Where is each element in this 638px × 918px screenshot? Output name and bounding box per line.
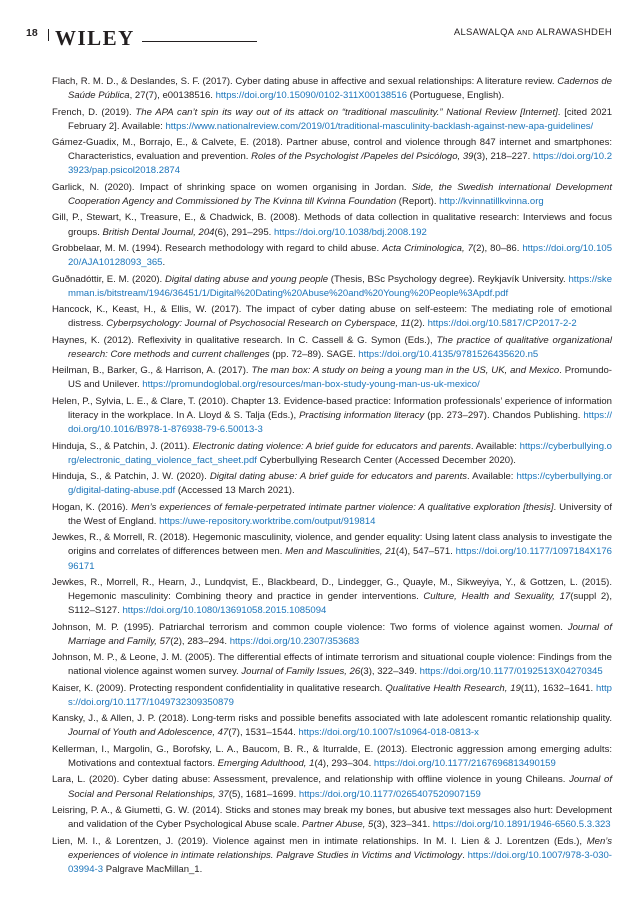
reference-suffix: Cyberbullying Research Center (Accessed December 2020). [256,454,516,466]
reference-text: Hancock, K., Keast, H., & Ellis, W. (2017). The impact of cyber dating abuse on self-esteem: The mediating role of emotional distress. [52,304,612,330]
reference-entry [52,303,612,331]
reference-text: Leisring, P. A., & Giumetti, G. W. (2014). Sticks and stones may break my bones, but abusive text messages also hurt: Development and validation of the Cyber Psychological Abuse scale. [52,805,612,831]
reference-details: (Thesis, BSc Psychology degree). Reykjavík University. [328,273,569,285]
reference-text: Hinduja, S., & Patchin, J. W. (2020). [52,471,210,483]
running-head-and: AND [516,28,534,37]
reference-link[interactable]: https://doi.org/10.2307/353683 [229,635,360,647]
reference-entry [52,440,612,468]
reference-link[interactable]: https://www.nationalreview.com/2019/01/traditional-masculinity-backlash-against-new-apa-guidelines/ [165,120,594,132]
reference-details: . University of the West of England. [68,501,613,527]
reference-link[interactable]: https://doi.org/10.1016/B978-1-876938-79-6.50013-3 [68,409,612,436]
reference-entry [52,136,612,178]
reference-details: (4), 547–571. [395,546,456,558]
reference-text: Jewkes, R., Morrell, R., Hearn, J., Lundqvist, E., Blackbeard, D., Lindegger, G., Quayle, M., Sikweyiya, Y., & Gottzen, L. (2015). Hegemonic masculinity: Combining theory and practice in gender interventions. [52,576,612,603]
reference-link[interactable]: https://promundoglobal.org/resources/man-box-study-young-man-us-uk-mexico/ [142,379,480,391]
reference-source-title: Journal of Youth and Adolescence, 47 [68,727,229,739]
reference-link[interactable]: https://doi.org/10.1038/bdj.2008.192 [273,226,427,238]
reference-link[interactable]: https://doi.org/10.1080/13691058.2015.1085094 [122,605,327,617]
reference-text: Kellerman, I., Margolin, G., Borofsky, L. A., Baucom, B. R., & Iturralde, E. (2013). Electronic aggression among emerging adults: Motivations and contextual factors. [52,743,612,770]
reference-entry [52,804,612,832]
reference-link[interactable]: http://kvinnatillkvinna.org [439,196,544,207]
reference-text: Guðnadóttir, E. M. (2020). [52,273,165,285]
running-head-author-1: ALSAWALQA [453,27,514,38]
reference-source-title: Cyberpsychology: Journal of Psychosocial Research on Cyberspace, 11 [106,318,411,330]
reference-entry [52,743,612,771]
reference-details: . [462,849,468,861]
reference-entry [52,470,612,498]
reference-details: (pp. 273–297). Chandos Publishing. [424,409,584,421]
reference-link[interactable]: https://doi.org/10.1177/2167696813490159 [373,758,556,770]
reference-link[interactable]: https://doi.org/10.1007/978-3-030-03994-3 [68,849,612,875]
reference-text: Grobbelaar, M. M. (1994). Research methodology with regard to child abuse. [52,242,383,254]
reference-entry [52,682,612,710]
page-number: 18 [26,27,38,39]
reference-text: Kansky, J., & Allen, J. P. (2018). Long-term risks and possible benefits associated with late adolescent romantic relationship quality. [52,713,612,725]
reference-text: Lara, L. (2020). Cyber dating abuse: Assessment, prevalence, and relationship with offline violence in young Chileans. [52,774,570,786]
reference-text: Helen, P., Sylvia, L. E., & Clare, T. (2010). Chapter 13. Evidence-based practice: Information professionals’ experience of information literacy in the workplace. In A. Lloyd & S. Talja (Eds.), [52,395,612,421]
reference-details: (7), 1531–1544. [228,727,299,739]
reference-details: (2). [410,318,428,330]
reference-entry [52,75,612,103]
reference-link[interactable]: https://doi.org/10.1177/0192513X04270345 [419,666,603,678]
reference-details: (3), 322–349. [360,666,420,678]
reference-source-title: Men’s experiences of female-perpetrated intimate partner violence: A qualitative exploration [thesis] [131,501,554,513]
reference-entry [52,395,612,437]
reference-text: Jewkes, R., & Morrell, R. (2018). Hegemonic masculinity, violence, and gender equality: Using latent class analysis to investigate the origins and correlates of differences between men. [52,532,612,558]
reference-source-title: Side, the Swedish international Development Cooperation Agency and Commissioned by The Kvinna till Kvinna Foundation [68,181,612,207]
reference-entry [52,835,612,877]
reference-details: , 27(7), e00138516. [129,90,216,102]
reference-source-title: Digital dating abuse: A brief guide for educators and parents [209,471,467,483]
reference-link[interactable]: https://doi.org/10.1177/0265407520907159 [298,788,481,800]
reference-suffix: Palgrave MacMillan_1. [103,863,203,875]
reference-details: (pp. 72–89). SAGE. [269,348,359,360]
reference-source-title: Roles of the Psychologist /Papeles del Psicólogo, 39 [251,151,474,163]
reference-source-title: Journal of Social and Personal Relationships, 37 [68,774,612,800]
reference-entry [52,531,612,573]
reference-source-title: The practice of qualitative organizational research: Core methods and current challenges [68,334,612,360]
reference-source-title: Men and Masculinities, 21 [285,546,396,558]
reference-suffix: (Accessed 13 March 2021). [175,485,295,497]
reference-link[interactable]: https://doi.org/10.1177/1097184X17696171 [68,546,612,572]
reference-link[interactable]: https://skemman.is/bitstream/1946/36451/1/Digital%20Dating%20Abuse%20and%20Young%20People%3Apdf.pdf [68,273,613,299]
reference-link[interactable]: https://doi.org/10.5817/CP2017-2-2 [427,318,577,330]
reference-text: Heilman, B., Barker, G., & Harrison, A. (2017). [52,365,252,377]
reference-source-title: Electronic dating violence: A brief guide for educators and parents [192,440,471,452]
reference-entry [52,651,612,679]
reference-entry [52,211,612,239]
reference-link[interactable]: https://cyberbullying.org/electronic_dating_violence_fact_sheet.pdf [68,440,612,466]
reference-entry [52,576,612,618]
reference-link[interactable]: https://cyberbullying.org/digital-dating-abuse.pdf [68,471,612,497]
header-rule [142,41,257,42]
reference-source-title: Cadernos de Saúde Pública [68,76,612,102]
wiley-logo: WILEY [55,26,135,50]
reference-source-title: Digital dating abuse and young people [164,273,329,285]
reference-source-title: Culture, Health and Sexuality, 17 [423,591,571,603]
header-divider [48,29,49,41]
reference-text: Hinduja, S., & Patchin, J. (2011). [52,440,193,452]
reference-link[interactable]: https://doi.org/10.23923/pap.psicol2018.2874 [68,151,613,177]
running-head-authors [454,27,612,38]
reference-details: (4), 293–304. [314,758,374,770]
reference-link[interactable]: https://doi.org/10.15090/0102-311X00138516 [215,90,408,102]
reference-text: Garlick, N. (2020). Impact of shrinking space on women organising in Jordan. [52,181,412,193]
reference-entry [52,181,612,209]
reference-link[interactable]: https://doi.org/10.1891/1946-6560.5.3.323 [432,819,611,831]
reference-text: Kaiser, K. (2009). Protecting respondent confidentiality in qualitative research. [52,682,386,694]
reference-text: Lien, M. I., & Lorentzen, J. (2019). Violence against men in intimate relationships. In M. I. Lien & J. Lorentzen (Eds.), [52,835,587,847]
reference-details: (suppl 2), S112–S127. [68,591,613,617]
reference-details: (5), 1681–1699. [228,788,299,800]
reference-source-title: Partner Abuse, 5 [302,819,374,831]
reference-link[interactable]: https://doi.org/10.10520/AJA10128093_365 [68,242,613,269]
reference-text: Flach, R. M. D., & Deslandes, S. F. (2017). Cyber dating abuse in affective and sexual relationships: A literature review. [52,76,558,87]
reference-details: . Promundo-US and Unilever. [68,365,612,391]
reference-details: . [cited 2021 February 2]. Available: [68,106,613,132]
reference-text: Haynes, K. (2012). Reflexivity in qualitative research. In C. Cassell & G. Symon (Eds.), [52,334,437,346]
reference-source-title: British Dental Journal, 204 [102,226,215,238]
reference-list [52,75,612,879]
reference-details: (3), 323–341. [373,819,433,831]
reference-details: (2), 80–86. [472,242,523,254]
reference-text: Johnson, M. P. (1995). Patriarchal terrorism and common couple violence: Two forms of violence against women. [52,621,568,633]
reference-text: French, D. (2019). [52,106,136,118]
reference-source-title: Journal of Marriage and Family, 57 [68,621,612,647]
reference-entry [52,501,612,529]
reference-details: (3), 218–227. [473,151,533,163]
reference-source-title: Qualitative Health Research, 19 [385,682,521,694]
reference-source-title: Men’s experiences of violence in intimate relationships. Palgrave Studies in Victims and Victimology [68,835,612,861]
reference-suffix: (Portuguese, English). [407,90,505,102]
running-head-author-2: ALRAWASHDEH [536,27,612,38]
reference-text: Gámez-Guadix, M., Borrajo, E., & Calvete, E. (2018). Partner abuse, control and violence through 847 internet and smartphones: Characteristics, evaluation and prevention. [52,137,612,163]
reference-suffix: . [162,257,166,269]
reference-source-title: The man box: A study on being a young man in the US, UK, and Mexico [251,365,560,377]
reference-entry [52,364,612,392]
reference-details: . Available: [470,440,520,452]
reference-link[interactable]: https://doi.org/10.4135/9781526435620.n5 [358,348,539,360]
reference-link[interactable]: https://doi.org/10.1007/s10964-018-0813-x [298,727,479,739]
reference-entry [52,773,612,801]
reference-link[interactable]: https://uwe-repository.worktribe.com/output/919814 [159,515,376,527]
reference-entry [52,621,612,649]
reference-text: Gill, P., Stewart, K., Treasure, E., & Chadwick, B. (2008). Methods of data collection in qualitative research: Interviews and focus groups. [52,212,612,238]
reference-details: (6), 291–295. [214,226,274,238]
reference-details: . Available: [467,471,517,483]
reference-entry [52,106,612,134]
reference-entry [52,334,612,362]
reference-entry [52,712,612,740]
reference-source-title: Emerging Adulthood, 1 [217,758,315,770]
reference-source-title: The APA can’t spin its way out of its attack on “traditional masculinity.” National Review [Internet] [135,106,558,118]
reference-entry [52,242,612,270]
reference-text: Hogan, K. (2016). [52,501,132,513]
reference-source-title: Practising information literacy [299,409,425,421]
reference-details: (Report). [396,196,440,207]
reference-text: Johnson, M. P., & Leone, J. M. (2005). The differential effects of intimate terrorism and situational couple violence: Findings from the national violence against women survey. [52,652,612,678]
page-header [0,26,638,54]
reference-source-title: Journal of Family Issues, 26 [241,666,361,678]
reference-source-title: Acta Criminologica, 7 [382,242,473,254]
reference-details: (2), 283–294. [170,635,230,647]
reference-entry [52,273,612,301]
reference-link[interactable]: https://doi.org/10.1177/1049732309350879 [68,682,612,708]
reference-details: (11), 1632–1641. [520,682,597,694]
